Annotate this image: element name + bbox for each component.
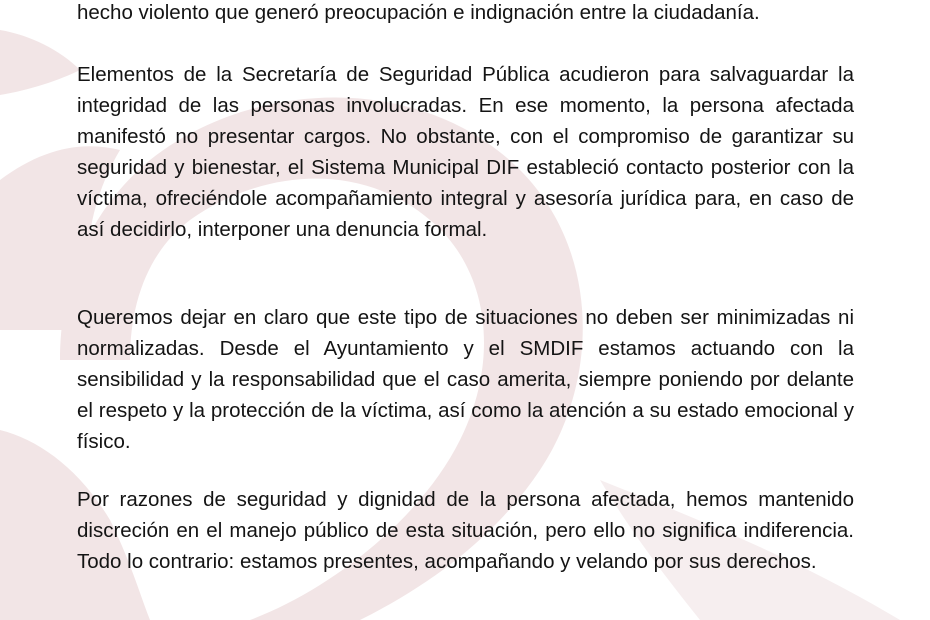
paragraph-3: Por razones de seguridad y dignidad de la persona afectada, hemos mantenido discreción en el manejo público de esta situación, pero ello no significa indiferencia. Todo lo contrario: estamos presentes, acompañando y velando por sus derechos. <box>77 488 854 573</box>
paragraph-2: Queremos dejar en claro que este tipo de situaciones no deben ser minimizadas ni normalizadas. Desde el Ayuntamiento y el SMDIF estamos actuando con la sensibilidad y la responsabilidad que el caso amerita, siempre poniendo por delante el respeto y la protección de la víctima, así como la atención a su estado emocional y físico. <box>77 306 854 453</box>
watermark-top-left <box>0 30 80 95</box>
paragraph-1: Elementos de la Secretaría de Seguridad Pública acudieron para salvaguardar la integridad de las personas involucradas. En ese momento, la persona afectada manifestó no presentar cargos. No obstante, con el compromiso de garantizar su seguridad y bienestar, el Sistema Municipal DIF estableció contacto posterior con la víctima, ofreciéndole acompañamiento integral y asesoría jurídica para, en caso de así decidirlo, interponer una denuncia formal. <box>77 63 854 241</box>
paragraph-intro: hecho violento que generó preocupación e indignación entre la ciudadanía. <box>77 1 760 24</box>
